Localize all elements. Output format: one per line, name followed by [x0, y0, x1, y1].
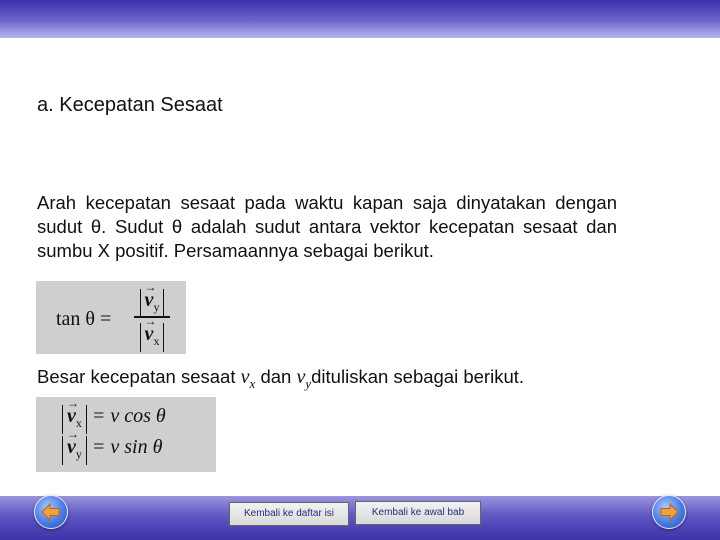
- arrow-left-icon: [35, 496, 67, 528]
- components-formula: [36, 397, 216, 472]
- tan-formula-fraction: [134, 287, 170, 347]
- tan-formula: [36, 281, 186, 354]
- previous-button[interactable]: [34, 495, 68, 529]
- header-bar: [0, 0, 720, 38]
- tan-formula-lhs: tan θ =: [56, 308, 112, 330]
- vx-vector: → v: [67, 405, 76, 427]
- arrow-right-icon: [653, 496, 685, 528]
- next-button[interactable]: [652, 495, 686, 529]
- components-text-before: Besar kecepatan sesaat: [37, 366, 241, 387]
- vy-subscript: y: [75, 447, 82, 461]
- vy-equation: [62, 436, 162, 465]
- vx-subscript: x: [75, 416, 82, 430]
- vy-vector: → v: [67, 436, 76, 458]
- back-to-chapter-button[interactable]: Kembali ke awal bab: [355, 501, 481, 525]
- description-paragraph: Arah kecepatan sesaat pada waktu kapan saja dinyatakan dengan sudut θ. Sudut θ adalah sudut antara vektor kecepatan sesaat dan sumbu X positif. Persamaannya sebagai berikut.: [37, 192, 617, 261]
- numerator-vector: → v: [145, 289, 154, 311]
- back-to-toc-button[interactable]: Kembali ke daftar isi: [229, 502, 349, 526]
- components-text-middle: dan: [255, 366, 297, 387]
- fraction-denominator: [134, 321, 170, 347]
- denominator-vector: → v: [145, 323, 154, 345]
- components-paragraph: [37, 366, 524, 392]
- denominator-subscript: x: [153, 334, 160, 348]
- numerator-subscript: y: [153, 300, 160, 314]
- component-vy: $v_y$: [296, 366, 312, 391]
- vx-rhs: = v cos θ: [86, 405, 166, 427]
- section-title: a. Kecepatan Sesaat: [37, 94, 223, 116]
- vy-rhs: = v sin θ: [86, 436, 163, 458]
- component-vx: $v_x$: [240, 366, 256, 391]
- components-text-after: dituliskan sebagai berikut.: [311, 366, 525, 387]
